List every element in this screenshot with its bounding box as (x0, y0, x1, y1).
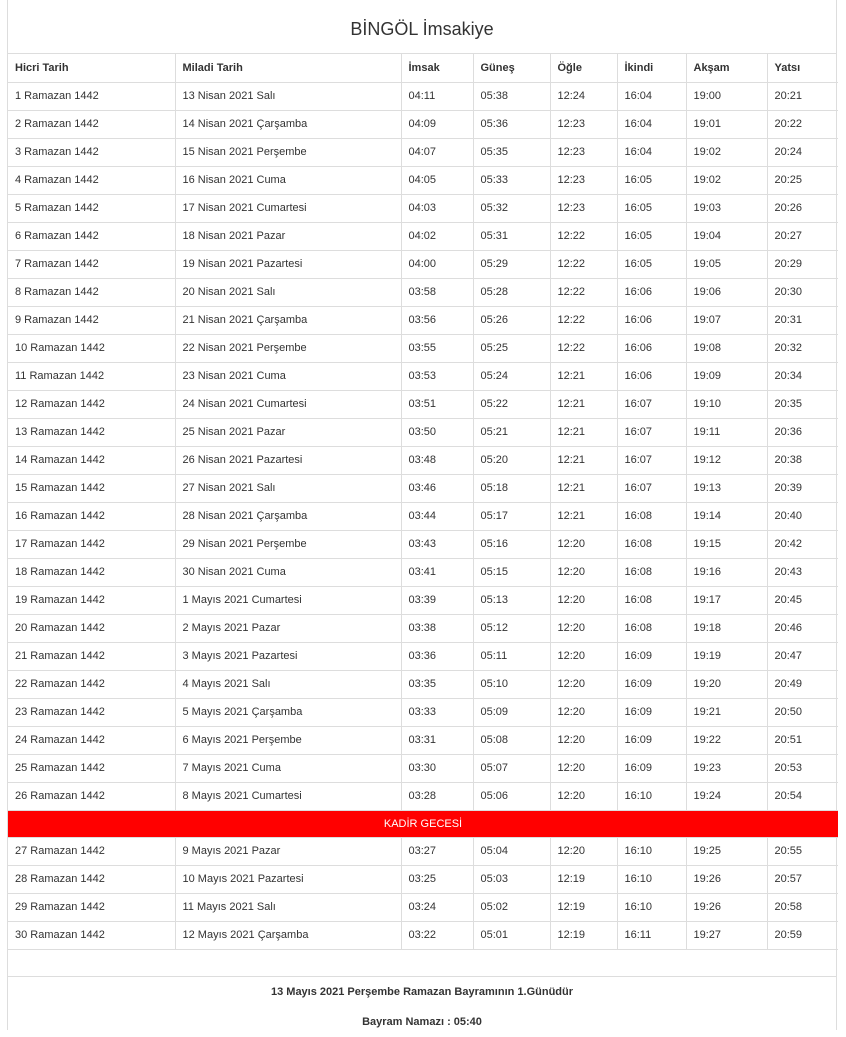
cell-yatsi: 20:54 (767, 782, 838, 810)
cell-aksam: 19:07 (686, 306, 767, 334)
table-header-row (8, 54, 838, 82)
table-row (8, 390, 838, 418)
cell-hicri-tarih: 5 Ramazan 1442 (8, 194, 175, 222)
cell-ogle: 12:21 (550, 502, 617, 530)
cell-yatsi: 20:36 (767, 418, 838, 446)
cell-ogle: 12:23 (550, 138, 617, 166)
cell-ogle: 12:20 (550, 586, 617, 614)
cell-aksam: 19:16 (686, 558, 767, 586)
table-body (8, 82, 838, 949)
cell-miladi-tarih: 13 Nisan 2021 Salı (175, 82, 401, 110)
cell-gunes: 05:01 (473, 921, 550, 949)
cell-ogle: 12:19 (550, 893, 617, 921)
cell-ikindi: 16:09 (617, 670, 686, 698)
cell-imsak: 03:22 (401, 921, 473, 949)
cell-yatsi: 20:22 (767, 110, 838, 138)
cell-yatsi: 20:57 (767, 865, 838, 893)
cell-ikindi: 16:10 (617, 837, 686, 865)
cell-imsak: 04:02 (401, 222, 473, 250)
cell-ikindi: 16:05 (617, 222, 686, 250)
cell-hicri-tarih: 19 Ramazan 1442 (8, 586, 175, 614)
cell-hicri-tarih: 15 Ramazan 1442 (8, 474, 175, 502)
cell-yatsi: 20:47 (767, 642, 838, 670)
table-row (8, 166, 838, 194)
cell-imsak: 04:09 (401, 110, 473, 138)
cell-ogle: 12:21 (550, 474, 617, 502)
cell-miladi-tarih: 17 Nisan 2021 Cumartesi (175, 194, 401, 222)
cell-ogle: 12:22 (550, 306, 617, 334)
cell-gunes: 05:07 (473, 754, 550, 782)
cell-yatsi: 20:58 (767, 893, 838, 921)
cell-yatsi: 20:51 (767, 726, 838, 754)
cell-hicri-tarih: 20 Ramazan 1442 (8, 614, 175, 642)
cell-ikindi: 16:06 (617, 334, 686, 362)
table-row (8, 837, 838, 865)
cell-miladi-tarih: 10 Mayıs 2021 Pazartesi (175, 865, 401, 893)
table-row (8, 446, 838, 474)
cell-hicri-tarih: 23 Ramazan 1442 (8, 698, 175, 726)
cell-imsak: 03:36 (401, 642, 473, 670)
cell-miladi-tarih: 22 Nisan 2021 Perşembe (175, 334, 401, 362)
cell-hicri-tarih: 8 Ramazan 1442 (8, 278, 175, 306)
cell-aksam: 19:27 (686, 921, 767, 949)
cell-ogle: 12:22 (550, 250, 617, 278)
column-header-aksam: Akşam (686, 54, 767, 82)
table-row (8, 726, 838, 754)
cell-miladi-tarih: 14 Nisan 2021 Çarşamba (175, 110, 401, 138)
table-row (8, 782, 838, 810)
cell-aksam: 19:22 (686, 726, 767, 754)
table-row (8, 222, 838, 250)
cell-yatsi: 20:38 (767, 446, 838, 474)
cell-aksam: 19:02 (686, 138, 767, 166)
cell-ogle: 12:19 (550, 865, 617, 893)
table-row (8, 865, 838, 893)
cell-hicri-tarih: 25 Ramazan 1442 (8, 754, 175, 782)
cell-miladi-tarih: 2 Mayıs 2021 Pazar (175, 614, 401, 642)
cell-yatsi: 20:24 (767, 138, 838, 166)
cell-gunes: 05:12 (473, 614, 550, 642)
kadir-gecesi-label: KADİR GECESİ (8, 810, 838, 837)
cell-miladi-tarih: 26 Nisan 2021 Pazartesi (175, 446, 401, 474)
cell-ikindi: 16:08 (617, 502, 686, 530)
cell-aksam: 19:04 (686, 222, 767, 250)
cell-hicri-tarih: 12 Ramazan 1442 (8, 390, 175, 418)
cell-ogle: 12:20 (550, 530, 617, 558)
cell-gunes: 05:16 (473, 530, 550, 558)
cell-ogle: 12:20 (550, 558, 617, 586)
cell-hicri-tarih: 2 Ramazan 1442 (8, 110, 175, 138)
cell-miladi-tarih: 27 Nisan 2021 Salı (175, 474, 401, 502)
cell-ogle: 12:21 (550, 390, 617, 418)
cell-gunes: 05:25 (473, 334, 550, 362)
cell-ogle: 12:20 (550, 698, 617, 726)
cell-imsak: 03:46 (401, 474, 473, 502)
cell-ogle: 12:22 (550, 222, 617, 250)
cell-miladi-tarih: 7 Mayıs 2021 Cuma (175, 754, 401, 782)
cell-ikindi: 16:11 (617, 921, 686, 949)
cell-imsak: 03:30 (401, 754, 473, 782)
cell-yatsi: 20:40 (767, 502, 838, 530)
cell-hicri-tarih: 3 Ramazan 1442 (8, 138, 175, 166)
cell-aksam: 19:13 (686, 474, 767, 502)
cell-imsak: 03:53 (401, 362, 473, 390)
cell-ogle: 12:20 (550, 670, 617, 698)
cell-hicri-tarih: 9 Ramazan 1442 (8, 306, 175, 334)
cell-ogle: 12:20 (550, 614, 617, 642)
cell-miladi-tarih: 18 Nisan 2021 Pazar (175, 222, 401, 250)
cell-ikindi: 16:07 (617, 418, 686, 446)
table-row (8, 586, 838, 614)
cell-imsak: 03:33 (401, 698, 473, 726)
cell-imsak: 03:31 (401, 726, 473, 754)
cell-gunes: 05:38 (473, 82, 550, 110)
cell-hicri-tarih: 28 Ramazan 1442 (8, 865, 175, 893)
table-row (8, 893, 838, 921)
cell-yatsi: 20:32 (767, 334, 838, 362)
cell-imsak: 03:51 (401, 390, 473, 418)
cell-ikindi: 16:04 (617, 138, 686, 166)
cell-ogle: 12:21 (550, 446, 617, 474)
cell-aksam: 19:26 (686, 893, 767, 921)
cell-gunes: 05:24 (473, 362, 550, 390)
cell-imsak: 03:24 (401, 893, 473, 921)
cell-yatsi: 20:29 (767, 250, 838, 278)
cell-gunes: 05:08 (473, 726, 550, 754)
cell-imsak: 04:07 (401, 138, 473, 166)
cell-yatsi: 20:53 (767, 754, 838, 782)
cell-miladi-tarih: 3 Mayıs 2021 Pazartesi (175, 642, 401, 670)
cell-gunes: 05:09 (473, 698, 550, 726)
table-row (8, 642, 838, 670)
cell-gunes: 05:02 (473, 893, 550, 921)
table-row (8, 698, 838, 726)
cell-imsak: 04:03 (401, 194, 473, 222)
cell-ogle: 12:21 (550, 362, 617, 390)
cell-imsak: 03:39 (401, 586, 473, 614)
cell-miladi-tarih: 1 Mayıs 2021 Cumartesi (175, 586, 401, 614)
cell-ogle: 12:23 (550, 166, 617, 194)
cell-gunes: 05:33 (473, 166, 550, 194)
cell-yatsi: 20:21 (767, 82, 838, 110)
cell-aksam: 19:01 (686, 110, 767, 138)
cell-imsak: 03:27 (401, 837, 473, 865)
cell-miladi-tarih: 23 Nisan 2021 Cuma (175, 362, 401, 390)
cell-ogle: 12:23 (550, 110, 617, 138)
cell-gunes: 05:15 (473, 558, 550, 586)
table-row (8, 250, 838, 278)
cell-ogle: 12:20 (550, 837, 617, 865)
cell-imsak: 04:05 (401, 166, 473, 194)
cell-hicri-tarih: 13 Ramazan 1442 (8, 418, 175, 446)
cell-gunes: 05:21 (473, 418, 550, 446)
cell-ogle: 12:21 (550, 418, 617, 446)
cell-miladi-tarih: 15 Nisan 2021 Perşembe (175, 138, 401, 166)
footer (8, 977, 836, 1037)
imsakiye-panel (7, 0, 837, 1030)
cell-aksam: 19:18 (686, 614, 767, 642)
cell-yatsi: 20:59 (767, 921, 838, 949)
cell-imsak: 03:35 (401, 670, 473, 698)
cell-gunes: 05:06 (473, 782, 550, 810)
cell-imsak: 03:50 (401, 418, 473, 446)
cell-imsak: 03:43 (401, 530, 473, 558)
cell-gunes: 05:03 (473, 865, 550, 893)
cell-miladi-tarih: 19 Nisan 2021 Pazartesi (175, 250, 401, 278)
cell-ikindi: 16:05 (617, 250, 686, 278)
cell-miladi-tarih: 29 Nisan 2021 Perşembe (175, 530, 401, 558)
cell-miladi-tarih: 12 Mayıs 2021 Çarşamba (175, 921, 401, 949)
cell-yatsi: 20:55 (767, 837, 838, 865)
cell-yatsi: 20:50 (767, 698, 838, 726)
cell-hicri-tarih: 11 Ramazan 1442 (8, 362, 175, 390)
cell-yatsi: 20:31 (767, 306, 838, 334)
bayram-note: 13 Mayıs 2021 Perşembe Ramazan Bayramının 1.Günüdür (270, 985, 574, 998)
cell-miladi-tarih: 11 Mayıs 2021 Salı (175, 893, 401, 921)
cell-miladi-tarih: 4 Mayıs 2021 Salı (175, 670, 401, 698)
table-row (8, 110, 838, 138)
cell-hicri-tarih: 27 Ramazan 1442 (8, 837, 175, 865)
cell-imsak: 03:28 (401, 782, 473, 810)
cell-aksam: 19:21 (686, 698, 767, 726)
cell-ikindi: 16:08 (617, 614, 686, 642)
cell-ogle: 12:23 (550, 194, 617, 222)
cell-hicri-tarih: 6 Ramazan 1442 (8, 222, 175, 250)
cell-ogle: 12:20 (550, 642, 617, 670)
cell-hicri-tarih: 14 Ramazan 1442 (8, 446, 175, 474)
cell-gunes: 05:17 (473, 502, 550, 530)
table-row (8, 334, 838, 362)
cell-hicri-tarih: 26 Ramazan 1442 (8, 782, 175, 810)
cell-imsak: 03:56 (401, 306, 473, 334)
cell-aksam: 19:24 (686, 782, 767, 810)
cell-hicri-tarih: 24 Ramazan 1442 (8, 726, 175, 754)
cell-ogle: 12:22 (550, 278, 617, 306)
cell-ikindi: 16:08 (617, 558, 686, 586)
cell-ikindi: 16:10 (617, 865, 686, 893)
table-row (8, 194, 838, 222)
table-row (8, 502, 838, 530)
cell-hicri-tarih: 30 Ramazan 1442 (8, 921, 175, 949)
cell-yatsi: 20:34 (767, 362, 838, 390)
cell-ogle: 12:19 (550, 921, 617, 949)
cell-ikindi: 16:10 (617, 893, 686, 921)
cell-ikindi: 16:08 (617, 586, 686, 614)
cell-hicri-tarih: 18 Ramazan 1442 (8, 558, 175, 586)
cell-imsak: 03:48 (401, 446, 473, 474)
table-row (8, 362, 838, 390)
cell-gunes: 05:28 (473, 278, 550, 306)
cell-ikindi: 16:09 (617, 698, 686, 726)
cell-imsak: 03:38 (401, 614, 473, 642)
cell-ikindi: 16:08 (617, 530, 686, 558)
cell-yatsi: 20:45 (767, 586, 838, 614)
table-row (8, 278, 838, 306)
cell-imsak: 04:00 (401, 250, 473, 278)
cell-aksam: 19:25 (686, 837, 767, 865)
cell-aksam: 19:06 (686, 278, 767, 306)
cell-ikindi: 16:10 (617, 782, 686, 810)
cell-imsak: 03:25 (401, 865, 473, 893)
cell-yatsi: 20:25 (767, 166, 838, 194)
cell-yatsi: 20:43 (767, 558, 838, 586)
cell-gunes: 05:04 (473, 837, 550, 865)
cell-miladi-tarih: 28 Nisan 2021 Çarşamba (175, 502, 401, 530)
cell-miladi-tarih: 6 Mayıs 2021 Perşembe (175, 726, 401, 754)
cell-miladi-tarih: 20 Nisan 2021 Salı (175, 278, 401, 306)
table-row (8, 306, 838, 334)
table-row (8, 138, 838, 166)
column-header-ogle: Öğle (550, 54, 617, 82)
cell-ikindi: 16:05 (617, 194, 686, 222)
cell-ikindi: 16:04 (617, 82, 686, 110)
cell-miladi-tarih: 16 Nisan 2021 Cuma (175, 166, 401, 194)
cell-aksam: 19:02 (686, 166, 767, 194)
cell-miladi-tarih: 9 Mayıs 2021 Pazar (175, 837, 401, 865)
cell-aksam: 19:17 (686, 586, 767, 614)
cell-hicri-tarih: 1 Ramazan 1442 (8, 82, 175, 110)
cell-gunes: 05:36 (473, 110, 550, 138)
cell-gunes: 05:10 (473, 670, 550, 698)
cell-imsak: 03:58 (401, 278, 473, 306)
cell-miladi-tarih: 30 Nisan 2021 Cuma (175, 558, 401, 586)
table-row (8, 754, 838, 782)
cell-hicri-tarih: 29 Ramazan 1442 (8, 893, 175, 921)
cell-ikindi: 16:04 (617, 110, 686, 138)
cell-ikindi: 16:07 (617, 390, 686, 418)
cell-aksam: 19:15 (686, 530, 767, 558)
cell-yatsi: 20:27 (767, 222, 838, 250)
cell-gunes: 05:11 (473, 642, 550, 670)
cell-aksam: 19:09 (686, 362, 767, 390)
cell-ogle: 12:20 (550, 726, 617, 754)
cell-yatsi: 20:49 (767, 670, 838, 698)
cell-ikindi: 16:06 (617, 278, 686, 306)
cell-ikindi: 16:07 (617, 474, 686, 502)
table-row (8, 614, 838, 642)
table-row (8, 82, 838, 110)
cell-aksam: 19:05 (686, 250, 767, 278)
column-header-imsak: İmsak (401, 54, 473, 82)
page-title: BİNGÖL İmsakiye (8, 0, 836, 54)
cell-ikindi: 16:09 (617, 726, 686, 754)
cell-aksam: 19:03 (686, 194, 767, 222)
cell-hicri-tarih: 10 Ramazan 1442 (8, 334, 175, 362)
cell-ikindi: 16:07 (617, 446, 686, 474)
table-spacer (8, 950, 836, 977)
cell-imsak: 03:55 (401, 334, 473, 362)
cell-yatsi: 20:42 (767, 530, 838, 558)
cell-miladi-tarih: 21 Nisan 2021 Çarşamba (175, 306, 401, 334)
cell-aksam: 19:26 (686, 865, 767, 893)
table-row (8, 558, 838, 586)
cell-yatsi: 20:35 (767, 390, 838, 418)
cell-ogle: 12:24 (550, 82, 617, 110)
cell-imsak: 04:11 (401, 82, 473, 110)
table-row (8, 921, 838, 949)
cell-hicri-tarih: 4 Ramazan 1442 (8, 166, 175, 194)
table-row (8, 474, 838, 502)
cell-ikindi: 16:09 (617, 642, 686, 670)
cell-miladi-tarih: 24 Nisan 2021 Cumartesi (175, 390, 401, 418)
cell-hicri-tarih: 22 Ramazan 1442 (8, 670, 175, 698)
cell-gunes: 05:35 (473, 138, 550, 166)
cell-hicri-tarih: 21 Ramazan 1442 (8, 642, 175, 670)
cell-gunes: 05:13 (473, 586, 550, 614)
cell-ogle: 12:22 (550, 334, 617, 362)
column-header-hicri-tarih: Hicri Tarih (8, 54, 175, 82)
cell-hicri-tarih: 17 Ramazan 1442 (8, 530, 175, 558)
cell-gunes: 05:26 (473, 306, 550, 334)
cell-gunes: 05:29 (473, 250, 550, 278)
cell-gunes: 05:32 (473, 194, 550, 222)
table-row (8, 530, 838, 558)
cell-aksam: 19:20 (686, 670, 767, 698)
cell-gunes: 05:18 (473, 474, 550, 502)
cell-imsak: 03:44 (401, 502, 473, 530)
cell-hicri-tarih: 7 Ramazan 1442 (8, 250, 175, 278)
cell-aksam: 19:10 (686, 390, 767, 418)
cell-aksam: 19:23 (686, 754, 767, 782)
cell-imsak: 03:41 (401, 558, 473, 586)
cell-ogle: 12:20 (550, 782, 617, 810)
cell-ikindi: 16:06 (617, 306, 686, 334)
imsakiye-table (8, 54, 838, 950)
cell-gunes: 05:31 (473, 222, 550, 250)
cell-aksam: 19:12 (686, 446, 767, 474)
cell-yatsi: 20:46 (767, 614, 838, 642)
column-header-ikindi: İkindi (617, 54, 686, 82)
cell-ogle: 12:20 (550, 754, 617, 782)
cell-miladi-tarih: 8 Mayıs 2021 Cumartesi (175, 782, 401, 810)
cell-ikindi: 16:06 (617, 362, 686, 390)
cell-ikindi: 16:09 (617, 754, 686, 782)
cell-aksam: 19:19 (686, 642, 767, 670)
cell-miladi-tarih: 25 Nisan 2021 Pazar (175, 418, 401, 446)
cell-gunes: 05:22 (473, 390, 550, 418)
cell-yatsi: 20:30 (767, 278, 838, 306)
table-row (8, 670, 838, 698)
kadir-gecesi-row (8, 810, 838, 837)
cell-aksam: 19:14 (686, 502, 767, 530)
cell-yatsi: 20:26 (767, 194, 838, 222)
column-header-gunes: Güneş (473, 54, 550, 82)
cell-gunes: 05:20 (473, 446, 550, 474)
table-row (8, 418, 838, 446)
cell-hicri-tarih: 16 Ramazan 1442 (8, 502, 175, 530)
cell-aksam: 19:08 (686, 334, 767, 362)
column-header-yatsi: Yatsı (767, 54, 838, 82)
bayram-namazi: Bayram Namazı : 05:40 (362, 1015, 482, 1028)
column-header-miladi-tarih: Miladi Tarih (175, 54, 401, 82)
cell-ikindi: 16:05 (617, 166, 686, 194)
cell-yatsi: 20:39 (767, 474, 838, 502)
cell-aksam: 19:00 (686, 82, 767, 110)
cell-miladi-tarih: 5 Mayıs 2021 Çarşamba (175, 698, 401, 726)
cell-aksam: 19:11 (686, 418, 767, 446)
